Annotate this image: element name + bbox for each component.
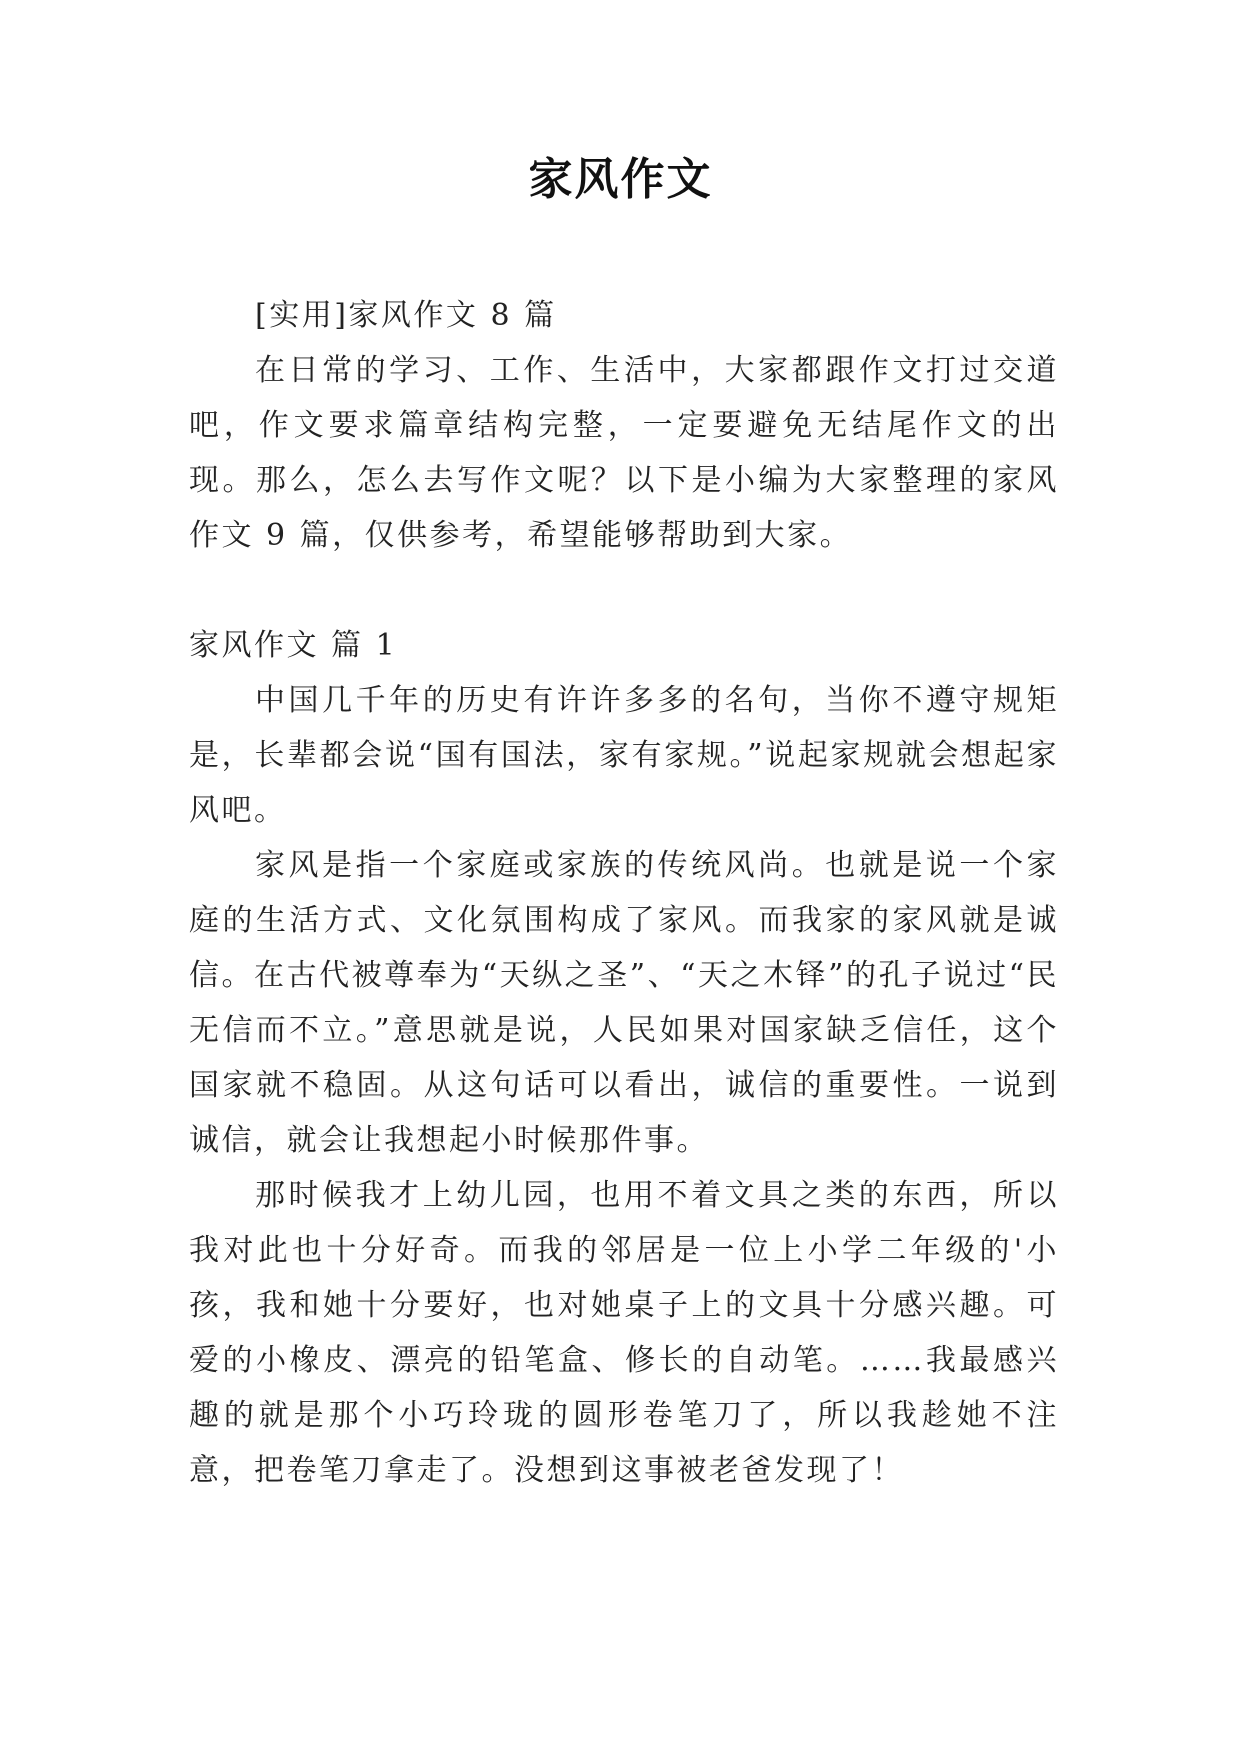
paragraph: 中国几千年的历史有许许多多的名句，当你不遵守规矩是，长辈都会说“国有国法，家有家规。”说起家规就会想起家风吧。	[189, 683, 1059, 828]
document-subtitle: [实用]家风作文 8 篇	[255, 298, 557, 333]
paragraph: 那时候我才上幼儿园，也用不着文具之类的东西，所以我对此也十分好奇。而我的邻居是一位上小学二年级的'小孩，我和她十分要好，也对她桌子上的文具十分感兴趣。可爱的小橡皮、漂亮的铅笔盒、修长的自动笔。……我最感兴趣的就是那个小巧玲珑的圆形卷笔刀了，所以我趁她不注意，把卷笔刀拿走了。没想到这事被老爸发现了！	[189, 1178, 1059, 1488]
document-body	[189, 288, 1059, 1498]
paragraph: 家风是指一个家庭或家族的传统风尚。也就是说一个家庭的生活方式、文化氛围构成了家风。而我家的家风就是诚信。在古代被尊奉为“天纵之圣”、“天之木铎”的孔子说过“民无信而不立。”意思就是说，人民如果对国家缺乏信任，这个国家就不稳固。从这句话可以看出，诚信的重要性。一说到诚信，就会让我想起小时候那件事。	[189, 848, 1059, 1158]
intro-paragraph: 在日常的学习、工作、生活中，大家都跟作文打过交道吧，作文要求篇章结构完整，一定要避免无结尾作文的出现。那么，怎么去写作文呢？以下是小编为大家整理的家风作文 9 篇，仅供参考，希望能够帮助到大家。	[189, 353, 1059, 553]
section-heading: 家风作文 篇 1	[189, 628, 398, 663]
document-title: 家风作文	[528, 154, 713, 205]
